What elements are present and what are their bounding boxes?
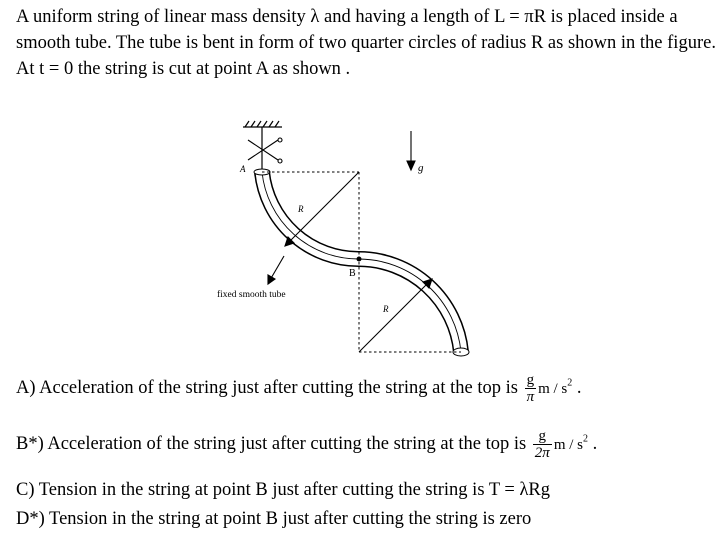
option-b-text: B*) Acceleration of the string just after cutting the string at the top is: [16, 433, 527, 454]
option-c[interactable]: C) Tension in the string at point B just after cutting the string is T = λRg: [16, 480, 551, 500]
option-a-fraction: $\frac{g}{\pi}$: [526, 372, 535, 405]
gravity-arrow-icon: [407, 131, 415, 170]
label-g: g: [418, 162, 424, 174]
scissors-icon: [248, 138, 282, 163]
question-text: A uniform string of linear mass density λ and having a length of L = πR is placed inside a smooth tube. The tube is bent in form of two quarter circles of radius R as shown in the figure. At t = 0 the string is cut at point A as shown .: [16, 7, 716, 79]
option-b[interactable]: B*) Acceleration of the string just after cutting the string at the top is $\frac{g}{2\pi}$ m / $s^2$ .: [16, 428, 598, 461]
radius-arrow-lower: [359, 279, 432, 352]
label-fixed-smooth-tube: fixed smooth tube: [217, 290, 286, 300]
ceiling-support-icon: [243, 121, 282, 172]
radius-arrow-upper: [285, 172, 359, 246]
option-d[interactable]: D*) Tension in the string at point B just after cutting the string is zero: [16, 509, 532, 529]
label-a: A: [240, 164, 246, 174]
option-a[interactable]: A) Acceleration of the string just after cutting the string at the top is $\frac{g}{\pi}$ m / $s^2$ .: [16, 372, 582, 405]
label-b: B: [349, 268, 356, 279]
option-b-fraction: $\frac{g}{2\pi}$: [534, 428, 550, 461]
fixed-smooth-tube: [262, 172, 461, 352]
tube-pointer-arrow: [268, 256, 284, 284]
label-r-upper: R: [298, 204, 304, 214]
label-r-lower: R: [383, 304, 389, 314]
point-b-dot: [357, 257, 362, 262]
option-a-text: A) Acceleration of the string just after cutting the string at the top is: [16, 377, 518, 398]
